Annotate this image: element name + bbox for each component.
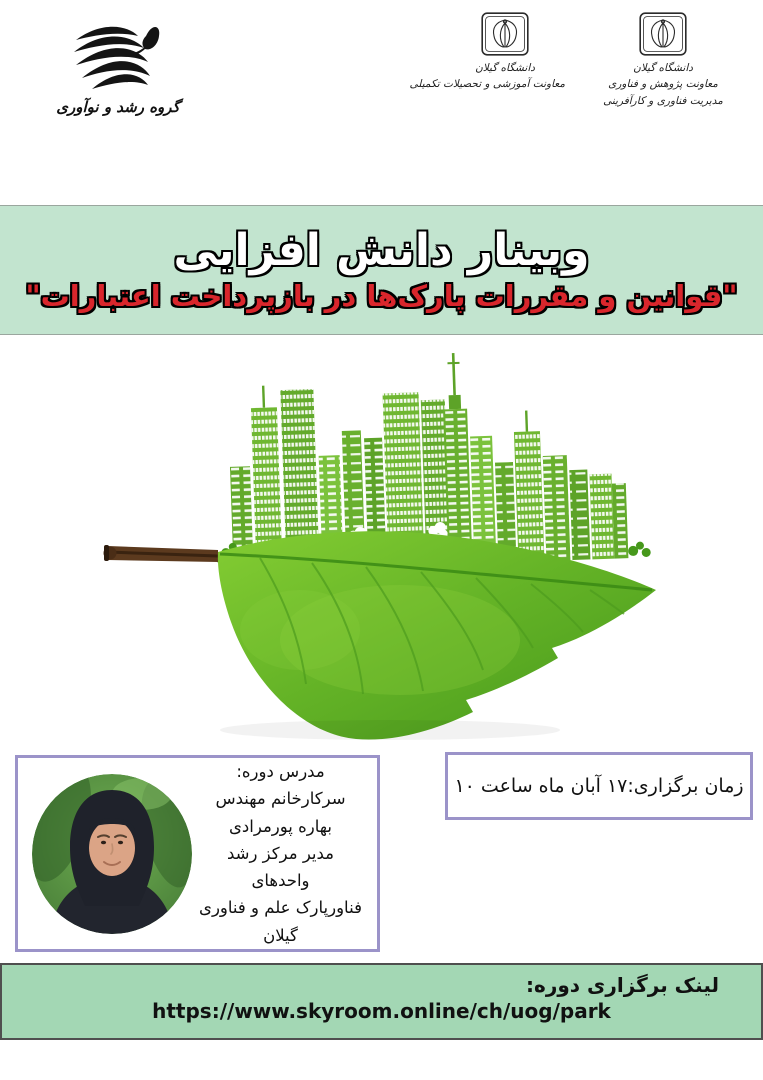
schedule-box: [445, 752, 753, 820]
uog-name: دانشگاه گیلان: [475, 62, 535, 74]
instructor-line-title1: مدیر مرکز رشد واحدهای: [226, 843, 335, 891]
webinar-title: وبینار دانش افزایی: [173, 224, 590, 276]
instructor-line-name: بهاره پورمرادی: [229, 816, 332, 836]
link-label: لینک برگزاری دوره:: [526, 973, 719, 997]
uog-research-logo: [603, 12, 723, 109]
instructor-line-role: مدرس دوره:: [236, 762, 325, 782]
webinar-subtitle: "قوانین و مقررات پارک‌ها در بازپرداخت اعتبارات": [25, 279, 738, 314]
uog-entrepreneurship-line: مدیریت فناوری و کارآفرینی: [603, 94, 723, 107]
growth-group-label: گروه رشد و نوآوری: [56, 98, 180, 116]
university-logos: [409, 12, 723, 109]
instructor-line-title2: فناورپارک علم و فناوری گیلان: [199, 898, 362, 945]
instructor-photo: [32, 774, 192, 934]
uog-name: دانشگاه گیلان: [633, 62, 693, 74]
uog-education-logo: [409, 12, 565, 109]
instructor-info: [192, 758, 363, 949]
growth-group-logo: [28, 18, 208, 116]
instructor-line-honorific: سرکارخانم مهندس: [215, 789, 346, 809]
schedule-text: زمان برگزاری:۱۷ آبان ماه ساعت ۱۰: [454, 775, 744, 797]
leaf-body: [218, 531, 656, 740]
uog-education-line: معاونت آموزشی و تحصیلات تکمیلی: [409, 78, 565, 91]
university-of-guilan-emblem-icon: [639, 12, 687, 56]
instructor-box: [15, 755, 380, 952]
webinar-link[interactable]: https://www.skyroom.online/ch/uog/park: [152, 999, 611, 1023]
university-of-guilan-emblem-icon: [481, 12, 529, 56]
leaf-stem: [104, 545, 219, 562]
footer-link-strip: [0, 963, 763, 1040]
uog-research-line: معاونت پژوهش و فناوری: [608, 78, 718, 91]
title-banner: [0, 205, 763, 335]
phoenix-bird-icon: [66, 18, 170, 96]
leaf-city-illustration: [100, 340, 660, 750]
